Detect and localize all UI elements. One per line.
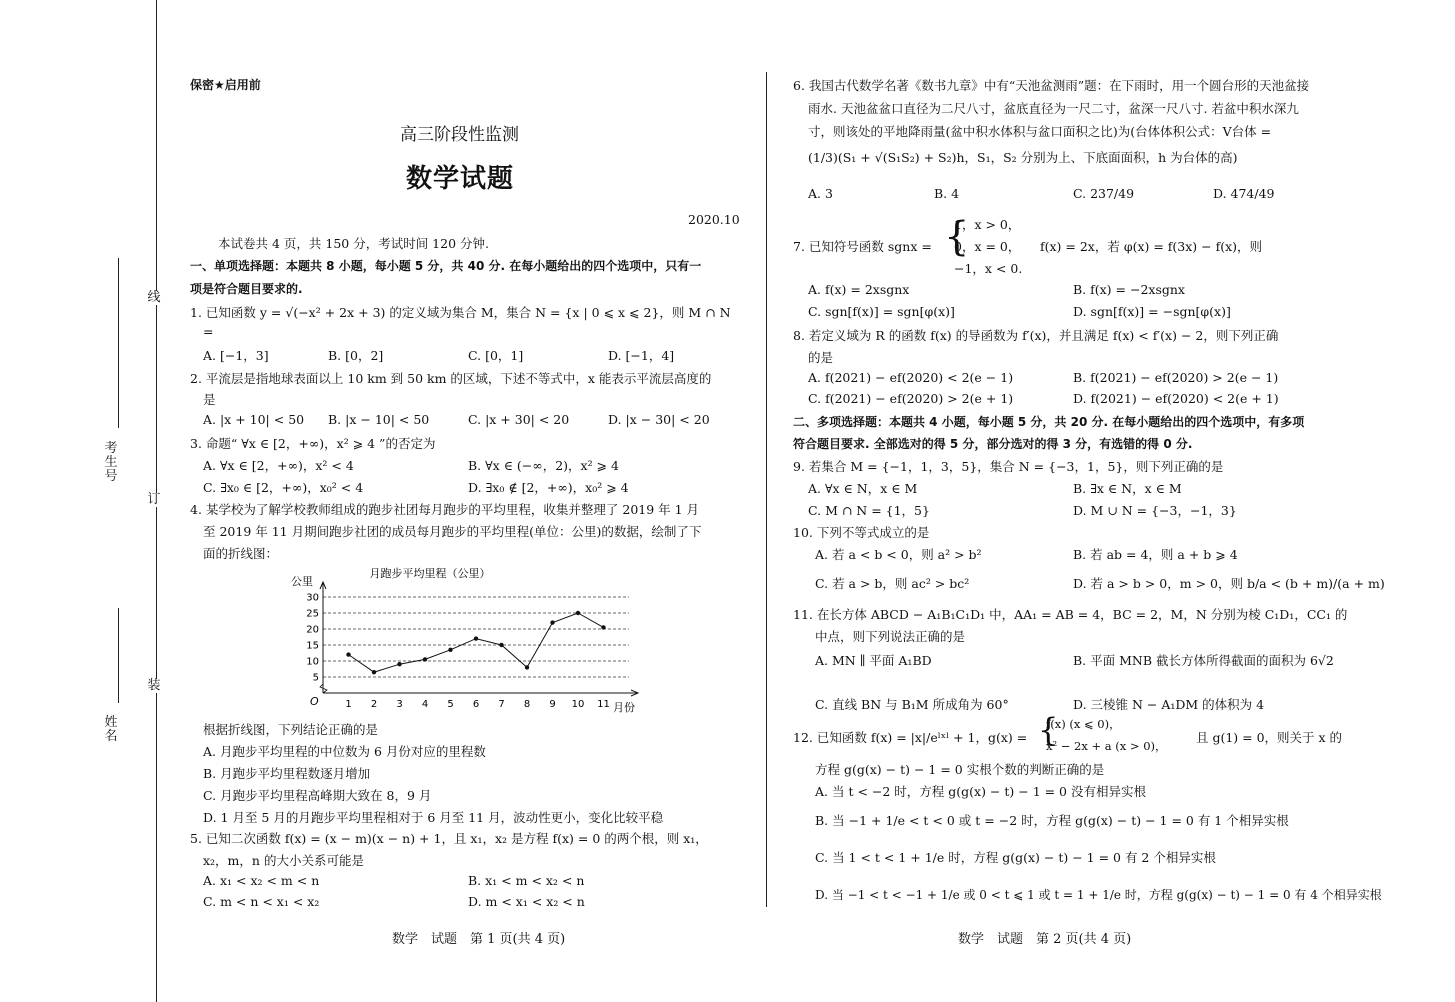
q4-after: 根据折线图，下列结论正确的是 — [203, 722, 379, 737]
x-tick-label: 8 — [523, 699, 531, 710]
q10-option-a: A. 若 a < b < 0，则 a² > b² — [815, 547, 982, 562]
q12-stem-cont: 方程 g(g(x) − t) − 1 = 0 实根个数的判断正确的是 — [815, 762, 1105, 777]
q11-option-d: D. 三棱锥 N − A₁DM 的体积为 4 — [1073, 697, 1265, 712]
q11-stem-cont: 中点，则下列说法正确的是 — [815, 629, 966, 644]
q6-option-b: B. 4 — [934, 186, 960, 201]
q12-option-a: A. 当 t < −2 时，方程 g(g(x) − t) − 1 = 0 没有相异实根 — [815, 784, 1146, 799]
footer-right: 数学 试题 第 2 页(共 4 页) — [958, 932, 1132, 947]
y-tick-label: 5 — [312, 672, 319, 684]
y-tick-label: 20 — [306, 624, 319, 636]
footer-left: 数学 试题 第 1 页(共 4 页) — [392, 932, 566, 947]
q5-option-c: C. m < n < x₁ < x₂ — [203, 894, 320, 909]
data-point — [372, 670, 376, 674]
x-tick-label: 2 — [370, 699, 378, 710]
exam-subtitle: 高三阶段性监测 — [400, 125, 519, 145]
section2-line1: 二、多项选择题：本题共 4 小题，每小题 5 分，共 20 分. 在每小题给出的四个选项中，有多项 — [793, 415, 1305, 429]
q11-stem: 11. 在长方体 ABCD − A₁B₁C₁D₁ 中，AA₁ = AB = 4，BC = 2，M，N 分别为棱 C₁D₁，CC₁ 的 — [793, 607, 1348, 622]
q4-stem-cont1: 至 2019 年 11 月期间跑步社团的成员每月跑步的平均里程(单位：公里)的数据，绘制了下 — [203, 524, 702, 539]
data-point — [576, 611, 580, 615]
q5-stem-cont: x₂，m，n 的大小关系可能是 — [203, 853, 364, 868]
q8-stem-cont: 的是 — [808, 350, 834, 365]
data-point — [550, 620, 554, 624]
q6-stem: 6. 我国古代数学名著《数书九章》中有“天池盆测雨”题：在下雨时，用一个圆台形的天池盆接 — [793, 78, 1310, 93]
data-point — [474, 636, 478, 640]
exam-no-underline — [118, 258, 119, 428]
data-point — [601, 625, 605, 629]
q4-stem: 4. 某学校为了解学校教师组成的跑步社团每月跑步的平均里程，收集并整理了 2019 年 1 月 — [190, 502, 700, 517]
binding-xing: 线 — [147, 290, 161, 305]
x-tick-label: 4 — [421, 699, 429, 710]
page-divider — [766, 72, 767, 907]
q1-option-a: A. [−1，3] — [203, 348, 269, 363]
x-tick-label: 11 — [597, 699, 610, 710]
q5-option-b: B. x₁ < m < x₂ < n — [468, 873, 585, 888]
q11-option-a: A. MN ∥ 平面 A₁BD — [815, 653, 932, 668]
q9-option-a: A. ∀x ∈ N，x ∈ M — [808, 481, 918, 496]
q2-option-d: D. |x − 30| < 20 — [608, 412, 710, 427]
data-point — [346, 652, 350, 656]
y-tick-label: 10 — [306, 656, 319, 668]
x-tick-label: 10 — [571, 699, 585, 710]
binding-zhuang: 装 — [147, 678, 161, 693]
q12-option-d: D. 当 −1 < t < −1 + 1/e 或 0 < t ⩽ 1 或 t = 1 + 1/e 时，方程 g(g(x) − t) − 1 = 0 有 4 个相异实根 — [815, 888, 1382, 902]
q12-stem-tail: 且 g(1) = 0，则关于 x 的 — [1196, 730, 1343, 745]
q4-option-b: B. 月跑步平均里程数逐月增加 — [203, 766, 371, 781]
q6-option-d: D. 474/49 — [1213, 186, 1275, 201]
q1-option-c: C. [0，1] — [468, 348, 524, 363]
q2-option-a: A. |x + 10| < 50 — [203, 412, 305, 427]
q1-stem-cont: = — [203, 324, 214, 339]
q7-case2: 0，x = 0， — [954, 239, 1021, 254]
q8-stem: 8. 若定义域为 R 的函数 f(x) 的导函数为 f′(x)，并且满足 f(x) < f′(x) − 2，则下列正确 — [793, 328, 1279, 343]
q4-option-c: C. 月跑步平均里程高峰期大致在 8，9 月 — [203, 788, 432, 803]
binding-ding: 订 — [147, 492, 161, 507]
secret-label: 保密★启用前 — [190, 78, 261, 92]
q7-option-b: B. f(x) = −2xsgnx — [1073, 282, 1185, 297]
q9-option-c: C. M ∩ N = {1，5} — [808, 503, 930, 518]
data-point — [423, 657, 427, 661]
data-point — [397, 662, 401, 666]
q7-option-c: C. sgn[f(x)] = sgn[φ(x)] — [808, 304, 955, 319]
section1-line2: 项是符合题目要求的. — [190, 282, 303, 296]
q6-stem-cont1: 雨水. 天池盆盆口直径为二尺八寸，盆底直径为一尺二寸，盆深一尺八寸. 若盆中积水深九 — [808, 101, 1299, 116]
q3-option-d: D. ∃x₀ ∉ [2，+∞)，x₀² ⩾ 4 — [468, 480, 629, 495]
y-tick-label: 30 — [306, 592, 319, 604]
chart-title: 月跑步平均里程（公里） — [369, 567, 491, 580]
q7-option-d: D. sgn[f(x)] = −sgn[φ(x)] — [1073, 304, 1231, 319]
q5-option-a: A. x₁ < x₂ < m < n — [203, 873, 320, 888]
q9-option-b: B. ∃x ∈ N，x ∈ M — [1073, 481, 1182, 496]
q12-brace: { — [1038, 711, 1059, 749]
q2-stem: 2. 平流层是指地球表面以上 10 km 到 50 km 的区域，下述不等式中，x 能表示平流层高度的 — [190, 371, 712, 386]
q8-option-d: D. f(2021) − ef(2020) < 2(e + 1) — [1073, 391, 1279, 406]
q8-option-b: B. f(2021) − ef(2020) > 2(e − 1) — [1073, 370, 1279, 385]
q10-option-c: C. 若 a > b，则 ac² > bc² — [815, 576, 970, 591]
q3-stem: 3. 命题“ ∀x ∈ [2，+∞)，x² ⩾ 4 ”的否定为 — [190, 436, 436, 451]
q7-case3: −1，x < 0. — [954, 261, 1023, 276]
q9-option-d: D. M ∪ N = {−3，−1，3} — [1073, 503, 1237, 518]
x-tick-label: 3 — [396, 699, 403, 710]
q6-stem-cont3: (1/3)(S₁ + √(S₁S₂) + S₂)h，S₁，S₂ 分别为上、下底面面积，h 为台体的高) — [808, 150, 1238, 165]
q1-option-d: D. [−1，4] — [608, 348, 675, 363]
exam-date: 2020.10 — [688, 212, 740, 227]
q3-option-b: B. ∀x ∈ (−∞，2)，x² ⩾ 4 — [468, 458, 619, 473]
q7-case1: 1，x > 0， — [954, 217, 1021, 232]
q12-stem-lead: 12. 已知函数 f(x) = |x|/eˡˣˡ + 1，g(x) = — [793, 730, 1028, 745]
name-label: 姓名 — [104, 715, 118, 744]
running-mileage-chart — [285, 563, 645, 713]
q8-option-a: A. f(2021) − ef(2020) < 2(e − 1) — [808, 370, 1014, 385]
q6-option-a: A. 3 — [808, 186, 833, 201]
y-tick-label: 15 — [306, 640, 319, 652]
series-line — [349, 613, 604, 672]
x-tick-label: 1 — [345, 699, 352, 710]
q8-option-c: C. f(2021) − ef(2020) > 2(e + 1) — [808, 391, 1014, 406]
q7-option-a: A. f(x) = 2xsgnx — [808, 282, 910, 297]
q7-stem-tail: f(x) = 2x，若 φ(x) = f(3x) − f(x)，则 — [1040, 239, 1263, 254]
section1-line1: 一、单项选择题：本题共 8 小题，每小题 5 分，共 40 分. 在每小题给出的四个选项中，只有一 — [190, 259, 702, 273]
x-tick-label: 9 — [549, 699, 556, 710]
q12-case1: f(x) (x ⩽ 0)， — [1046, 717, 1121, 731]
page-title: 数学试题 — [406, 164, 515, 194]
q7-brace: { — [944, 214, 970, 260]
q4-stem-cont2: 面的折线图： — [203, 546, 279, 561]
q11-option-b: B. 平面 MNB 截长方体所得截面的面积为 6√2 — [1073, 653, 1334, 668]
q11-option-c: C. 直线 BN 与 B₁M 所成角为 60° — [815, 697, 1009, 712]
exam-no-label: 考生号 — [104, 441, 118, 484]
q4-option-a: A. 月跑步平均里程的中位数为 6 月份对应的里程数 — [203, 744, 486, 759]
x-tick-label: 7 — [498, 699, 505, 710]
q2-stem-cont: 是 — [203, 392, 216, 407]
q10-stem: 10. 下列不等式成立的是 — [793, 525, 930, 540]
section2-line2: 符合题目要求. 全部选对的得 5 分，部分选对的得 3 分，有选错的得 0 分. — [793, 437, 1193, 451]
q10-option-d: D. 若 a > b > 0，m > 0，则 b/a < (b + m)/(a + m) — [1073, 576, 1385, 591]
q6-stem-cont2: 寸，则该处的平地降雨量(盆中积水体积与盆口面积之比)为(台体体积公式：V台体 = — [808, 124, 1272, 139]
q1-option-b: B. [0，2] — [328, 348, 384, 363]
name-underline — [118, 608, 119, 703]
chart-ylabel: 公里 — [291, 575, 313, 588]
q1-stem: 1. 已知函数 y = √(−x² + 2x + 3) 的定义域为集合 M，集合 N = {x | 0 ⩽ x ⩽ 2}，则 M ∩ N — [190, 305, 731, 320]
q10-option-b: B. 若 ab = 4，则 a + b ⩾ 4 — [1073, 547, 1238, 562]
q4-option-d: D. 1 月至 5 月的月跑步平均里程相对于 6 月至 11 月，波动性更小，变化比较平稳 — [203, 810, 664, 825]
q3-option-c: C. ∃x₀ ∈ [2，+∞)，x₀² < 4 — [203, 480, 364, 495]
q5-option-d: D. m < x₁ < x₂ < n — [468, 894, 585, 909]
q12-case2: x² − 2x + a (x > 0)， — [1046, 739, 1167, 753]
q6-option-c: C. 237/49 — [1073, 186, 1135, 201]
exam-intro: 本试卷共 4 页，共 150 分，考试时间 120 分钟. — [218, 236, 489, 251]
chart-xlabel: 月份 — [613, 701, 635, 713]
q2-option-b: B. |x − 10| < 50 — [328, 412, 430, 427]
q12-option-c: C. 当 1 < t < 1 + 1/e 时，方程 g(g(x) − t) − 1 = 0 有 2 个相异实根 — [815, 850, 1216, 865]
chart-origin: O — [310, 695, 319, 708]
q9-stem: 9. 若集合 M = {−1，1，3，5}，集合 N = {−3，1，5}，则下列正确的是 — [793, 459, 1224, 474]
q3-option-a: A. ∀x ∈ [2，+∞)，x² < 4 — [203, 458, 354, 473]
q12-option-b: B. 当 −1 + 1/e < t < 0 或 t = −2 时，方程 g(g(x) − t) − 1 = 0 有 1 个相异实根 — [815, 813, 1289, 828]
x-tick-label: 5 — [447, 699, 454, 710]
q5-stem: 5. 已知二次函数 f(x) = (x − m)(x − n) + 1，且 x₁，x₂ 是方程 f(x) = 0 的两个根，则 x₁， — [190, 831, 708, 846]
q7-stem-lead: 7. 已知符号函数 sgnx = — [793, 239, 932, 254]
data-point — [448, 648, 452, 652]
q2-option-c: C. |x + 30| < 20 — [468, 412, 570, 427]
data-point — [525, 665, 529, 669]
y-tick-label: 25 — [306, 608, 319, 620]
data-point — [499, 643, 503, 647]
x-tick-label: 6 — [472, 699, 480, 710]
